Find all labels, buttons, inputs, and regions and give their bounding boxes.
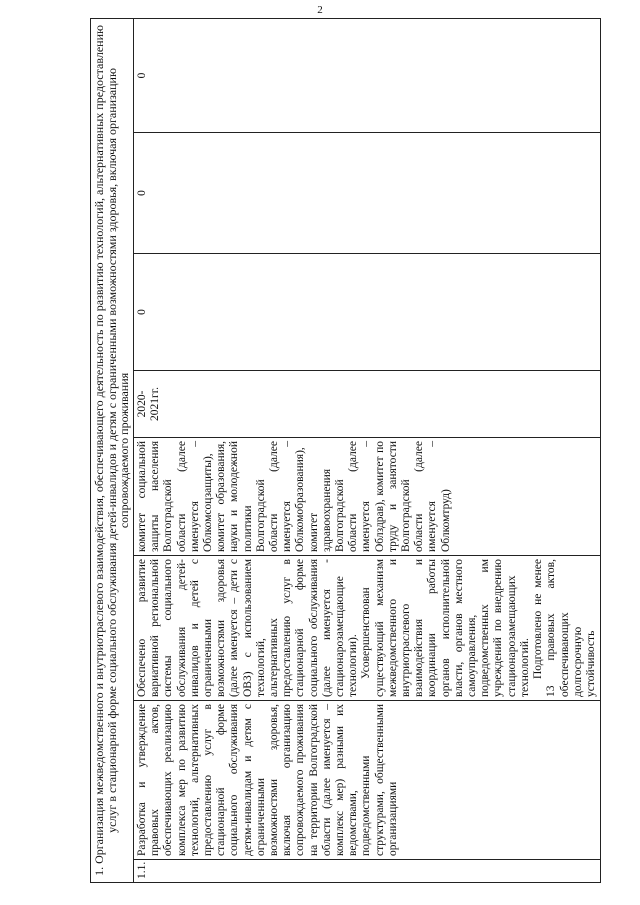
measures-table	[90, 18, 601, 883]
section-title: 1. Организация межведомственного и внутриотраслевого взаимодействия, обеспечивающего деятельность по развитию технологий, альтернативных предоставлению услуг в стационарной форме социального обслуживания детей-инвалидов и детям с ограниченными возможностями здоровья, включая организацию сопровождаемого проживания	[91, 18, 134, 882]
result-paragraph: Усовершенствован существующий механизм межведомственного и внутриотраслевого взаимодействия и координации работы органов исполнительной власти, органов местного самоуправления, подведомственных им учреждений по внедрению стационарозамещающих технологий.	[360, 559, 531, 697]
result-cell	[134, 556, 601, 701]
responsible-cell: комитет социальной защиты населения Волгоградской области (далее именуется – Облкомсоцзащиты), комитет образования, науки и молодежной политики Волгоградской области (далее именуется – Облкомобразования), комитет здравоохранения Волгоградской области (далее именуется – Облздрав), комитет по труду и занятости Волгоградской области (далее именуется – Облкомтруд)	[134, 438, 601, 556]
event-cell: Разработка и утверждение правовых актов, обеспечивающих реализацию комплекса мер по развитию технологий, альтернативных предоставлению услуг в стационарной форме социального обслуживания детям-инвалидам и детям с ограниченными возможностями здоровья, включая организацию сопровождаемого проживания на территории Волгоградской области (далее именуется – комплекс мер) разными их ведомствами, подведомственными структурами, общественными организациями	[134, 701, 601, 860]
value-cell: 0	[134, 254, 601, 371]
page-number: 2	[317, 4, 323, 16]
period-cell: 2020-2021гг.	[134, 371, 601, 438]
row-number: 1.1.	[134, 860, 601, 883]
section-header-row	[91, 18, 134, 882]
result-paragraph: Обеспечено развитие вариативной региональной системы социального обслуживания детей-инвалидов и детей с ограниченными возможностями здоровья (далее именуется – дети с ОВЗ) с использованием технологий, альтернативных предоставлению услуг в стационарной форме социального обслуживания (далее именуется - стационарозамещающие технологии).	[136, 559, 360, 697]
value-cell: 0	[134, 133, 601, 254]
result-paragraph: Подготовлено не менее 13 правовых актов, обеспечивающих долгосрочную устойчивость	[532, 559, 597, 697]
value-cell: 0	[134, 18, 601, 132]
measures-table-sheet	[90, 19, 632, 883]
table-row	[134, 18, 601, 882]
